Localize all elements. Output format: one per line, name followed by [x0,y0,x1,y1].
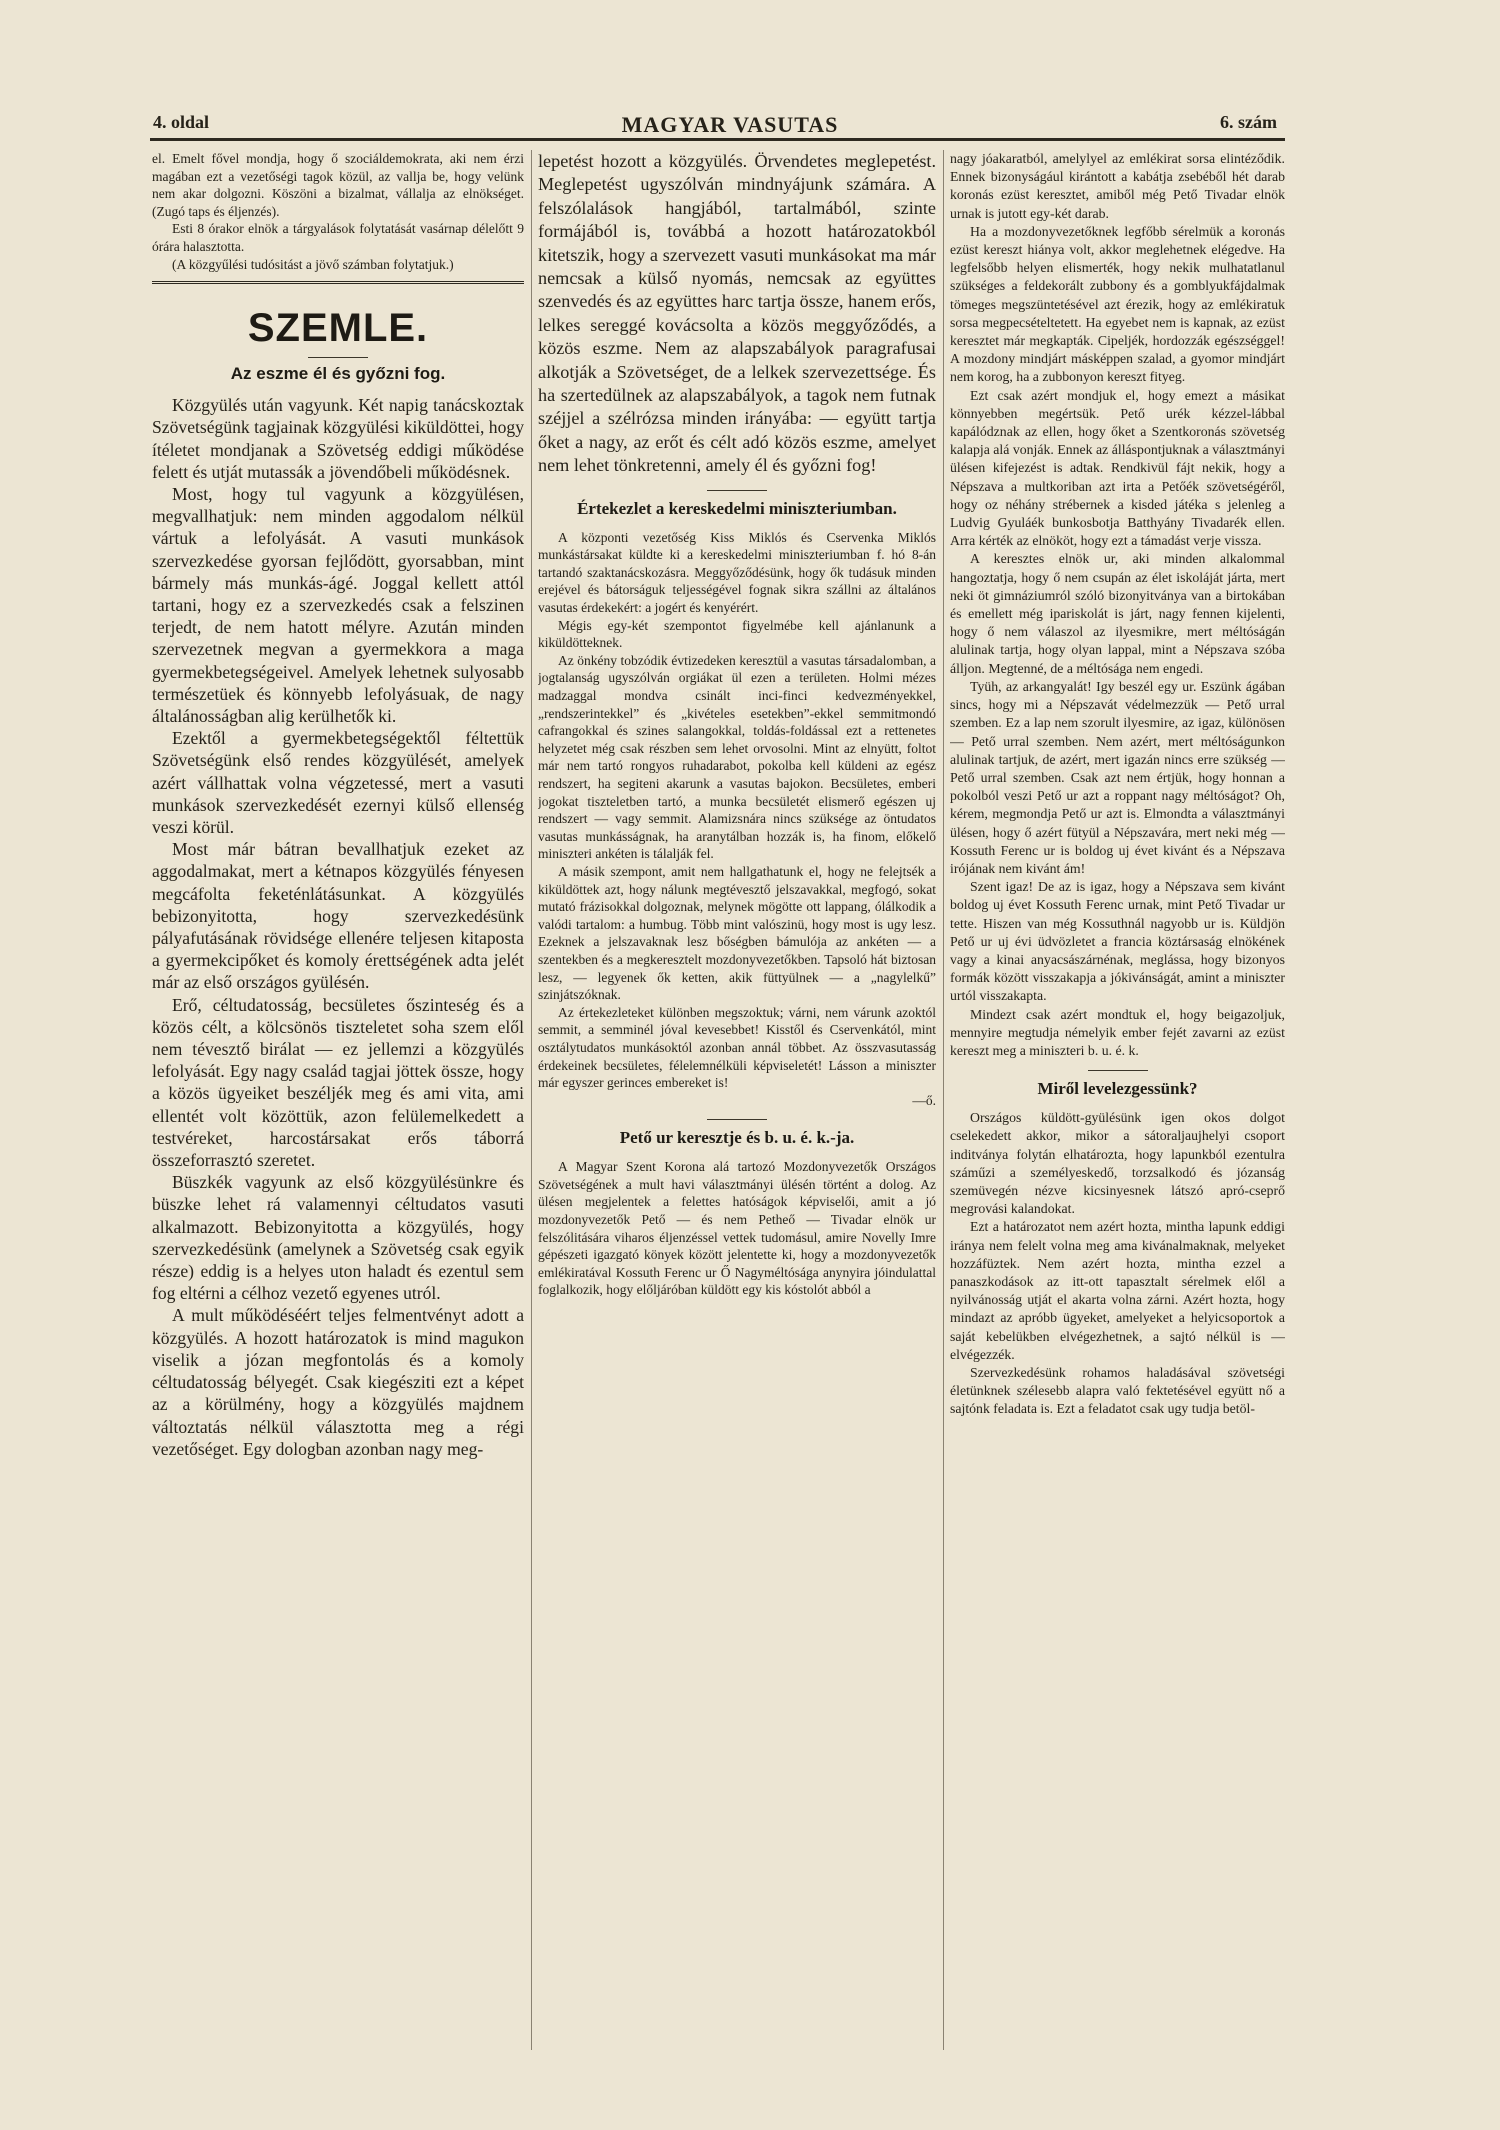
article-body [538,1158,936,1299]
paragraph: A Magyar Szent Korona alá tartozó Mozdonyvezetők Országos Szövetségének a mult havi választmányi ülésén történt a dolog. Az ülésen megjelentek a felettes hatóságok képviselői, amit a jó mozdonyvezetők Pető — és nem Petheő — Tivadar elnök ur felszólitására viharos éljenzéssel vettek tudomásul, amire Novelly Imre gépészeti igazgató könyek között jelentette ki, hogy a mozdonyvezetők emlékiratával Kossuth Ferenc ur Ő Nagyméltósága anynyira jóindulattal foglalkozik, hogy előljáróban küldött egy kis kóstolót abból a [538,1159,936,1298]
header-rule [150,138,1285,141]
article-title: Miről levelezgessünk? [1037,1079,1198,1099]
issue-number: 6. szám [1220,112,1277,132]
author-signature: —ő. [912,1092,936,1108]
paragraph: Az értekezleteket különben megszoktuk; várni, nem várunk azoktól semmit, a semminél jóval kevesebbet! Kisstől és Cservenkától, mint osztálytudatos munkásoktól azonban annál többet. Az összvasutasság érdekeinek becsületes, félelemnélküli képviseletét! Lásson a miniszter már egyszer gerinces embereket is! [538,1004,936,1091]
paragraph: (A közgyűlési tudósitást a jövő számban folytatjuk.) [172,256,454,272]
paragraph: Erő, céltudatosság, becsületes őszinteség és a közös célt, a kölcsönös tiszteletet soha szem elől nem tévesztő birálat — ez jellemzi a közgyülés lefolyását. Egy nagy család tagjai jöttek össze, hogy a közös ügyeiket beszéljék meg és ami vita, ami ellentét volt közöttük, azon felülemelkedett a testvéreket, harcostársakat erős táborrá összeforrasztó szeretet. [152,994,524,1171]
short-rule [707,490,767,491]
paragraph: Közgyülés után vagyunk. Két napig tanácskoztak Szövetségünk tagjainak közgyülési kiküldöttei, hogy ítéletet mondjanak a Szövetség eddigi működése felett és utját mutassák a jövendőbeli működésnek. [152,395,524,482]
paragraph: Most már bátran bevallhatjuk ezeket az aggodalmakat, mert a kétnapos közgyülés fényesen megcáfolta feketénlátásunkat. A közgyülés bebizonyitotta, hogy szervezkedésünk pályafutásának rövidsége ellenére teljesen kitaposta a gyermekcipőket és komoly érettségének adta jelét már az első országos gyülésén. [152,839,524,993]
paragraph: Mégis egy-két szempontot figyelmébe kell ajánlanunk a kiküldötteknek. [538,617,936,651]
paragraph: Mindezt csak azért mondtuk el, hogy beigazoljuk, mennyire megtudja némelyik ember fejét zavarni az ezüst kereszt meg a miniszteri b. u. é. k. [950,1006,1285,1058]
column-divider [531,150,532,2050]
paragraph: Most, hogy tul vagyunk a közgyülésen, megvallhatjuk: nem minden aggodalom nélkül vártuk a lefolyását. A vasuti munkások szervezkedése gyorsan fejlődött, gyorsabban, mint bármely más munkás-ágé. Joggal kellett attól tartani, hogy ez a szervezkedés csak a felszinen terjedt, de nem hatott mélyre. Azután minden szervezetnek megvan a gyermekkora a maga gyermekbetegségeivel. Amelyek lehetnek sulyosabb természetüek és könnyebb lefolyásuak, de nagy általánosságban alig kerülhetők ki. [152,483,524,726]
short-rule [707,1119,767,1120]
paragraph: Büszkék vagyunk az első közgyülésünkre és büszke lehet rá valamennyi céltudatos vasuti alkalmazott. Bebizonyitotta a közgyülés, hogy szervezkedésünk (amelynek a Szövetség csak egyik része) eddig is a helyes uton haladt és ezentul sem fog eltérni a célhoz vezető egyenes utról. [152,1172,524,1304]
column-1 [152,150,524,2100]
paragraph: Szervezkedésünk rohamos haladásával szövetségi életünknek szélesebb alapra való fektetésével együtt nő a sajtónk feladata is. Ezt a feladatot csak ugy tudja betöl- [950,1365,1285,1417]
paragraph: Ha a mozdonyvezetőknek legfőbb sérelmük a koronás ezüst kereszt hiánya volt, akkor meglehetnek elégedve. Ha legfelsőbb helyen elismerték, hogy nekik mulhatatlanul szükséges a feldekorált zubbony és a gomblyukfájdalmak tömeges megszüntetésével azt érezik, hogy az emlékiratuk sorsa megpecsételtetett. Ha egyebet nem is kapnak, az ezüst keresztet már megkapták. Cipeljék, hordozzák egészséggel! A mozdony mindjárt másképpen szalad, a gyomor mindjárt nem korog, ha a zubbonyon kereszt fityeg. [950,223,1285,385]
short-rule [1088,1070,1148,1071]
column-3 [950,150,1285,2100]
column-divider [943,150,944,2050]
paragraph: A mult működéséért teljes felmentvényt adott a közgyülés. A hozott határozatok is mind magukon viselik a józan megfontolás és a komoly céltudatosság bélyegét. Csak kiegésziti ezt a képet az a körülmény, hogy a közgyülés majdnem változtatás nélkül választotta meg a régi vezetőséget. Egy dologban azonban nagy meg- [152,1305,524,1459]
article-body [152,394,524,1460]
paragraph: nagy jóakaratból, amelylyel az emlékirat sorsa elintéződik. Ennek bizonyságául kirántott a kabátja zsebéből hét darab koronás ezüst keresztet, amiből még Pető Tivadar elnök urnak is jutott egy-két darab. [950,151,1285,221]
masthead-title: MAGYAR VASUTAS [621,112,839,137]
section-title: SZEMLE. [247,306,429,351]
paragraph: A másik szempont, amit nem hallgathatunk el, hogy ne felejtsék a kiküldöttek azt, hogy nálunk megtévesztő jelszavakkal, megfogó, sokat mutató frázisokkal dolgoznak, melynek mögötte ott lappang, ólálkodik a valódi tartalom: a humbug. Több mint valószinü, hogy most is ugy lesz. Ezeknek a jelszavaknak lesz bőségben bámulója az ankéten — a szentekben és a megkeresztelt mozdonyvezetőkben. Tapsoló hát biztosan lesz, — legyenek ők ketten, akik füttyülnek — a „nagylelkű” szinjátszóknak. [538,863,936,1003]
article-continuation [538,150,936,478]
article-title: Értekezlet a kereskedelmi miniszteriumban. [577,498,897,518]
article-continuation [950,150,1285,1060]
paragraph: lepetést hozott a közgyülés. Örvendetes meglepetést. Meglepetést ugyszólván mindnyájunk számára. A felszólalások hangjából, tartalmából, szinte formájából is, továbbá a hozott határozatokból kitetszik, hogy a szervezett vasuti munkásokat ma már nemcsak a külső nyomás, nemcsak az együttes szenvedés és az együttes harc tartja össze, hanem erős, lelkes sereggé kovácsolta a közös meggyőződés, a közös eszme. Nem az alapszabályok paragrafusai alkotják a Szövetséget, de a lelkek szervezettsége. És ha szertedülnek az alapszabályok, a tagok nem futnak széjjel a szélrózsa minden irányába: — együtt tartja őket a nagy, az erőt és célt adó közös eszme, amelyet nem lehet tönkretenni, amely él és győzni fog! [538,151,936,476]
paragraph: Az önkény tobzódik évtizedeken keresztül a vasutas társadalomban, a jogtalanság ugyszólván orgiákat ül ezen a területen. Holmi mézes madzaggal mondva csinált inci-finci kedvezményekkel, „rendszerintekkel” és „kivételes esetekben”-ekkel semmitmondó cafrangokkal és szines salangokkal, toldás-foldással ezt a rettenetes helyzetet még csak részben sem lehet orvosolni. Mint az elnyütt, foltot már nem tartó rongyos ruhadarabot, pokolba kell küldeni az egész rendszert, ha segiteni akarunk a vasutas bajokon. Becsületes, emberi jogokat tiszteletben tartó, a munka becsületét elismerő egészen uj rendszert — vagy semmit. Alamizsnára nincs szüksége az öntudatos vasutas munkásságnak, ha aranytálban hozzák is, ha finom, előkelő miniszteri ankéten is tálalják fel. [538,652,936,862]
article-body [950,1109,1285,1418]
paragraph: Ezt csak azért mondjuk el, hogy emezt a másikat könnyebben megértsük. Pető urék kézzel-lábbal kapálódznak az ellen, hogy őket a Szentkoronás szövetség kalapja alá vonják. Ennek az álláspontjuknak a választmányi ülésen kifejezést is adtak. Rendkivül fájt nekik, hogy a Népszava a multkoriban azt irta a Petőék szövetségéről, hogy oz néhány strébernek a kisded játéka s jelenleg a Ludvig Gyuláék bunkosbotja Batthyány Tivadarék ellen. Arra kérték az elnököt, hogy ezt a támadást verje vissza. [950,387,1285,549]
article-title: Az eszme él és győzni fog. [230,364,446,384]
page-number: 4. oldal [153,112,210,132]
article-title: Pető ur keresztje és b. u. é. k.-ja. [619,1128,855,1148]
paragraph: Ezt a határozatot nem azért hozta, mintha lapunk eddigi iránya nem felelt volna meg ama kivánalmaknak, melyeket hozzáfüztek. Nem azért hozta, mintha ezzel a panaszkodások az itt-ott tapasztalt sérelmek elől a nyilvánosság utját el akarta volna zárni. Azért hozta, hogy mindazt az apróbb ügyeket, amelyeket a helyicsoportok a saját kebelükben elvégezhetnek, a sajtó nélkül is — elvégezzék. [950,1219,1285,1362]
paragraph: A központi vezetőség Kiss Miklós és Cservenka Miklós munkástársakat küldte ki a kereskedelmi miniszteriumban f. hó 8-án tartandó szaktanácskozásra. Meggyőződésünk, hogy ők tudásuk minden erejével és bátorságuk teljességével fognak sikra szállni az általános vasutas érdekekért: a jogért és kenyérért. [538,529,936,616]
paragraph: Esti 8 órakor elnök a tárgyalások folytatását vasárnap délelőtt 9 órára halasztotta. [152,221,524,254]
paragraph: el. Emelt fővel mondja, hogy ő szociáldemokrata, aki nem érzi magában ezt a vezetőségi tagok közül, az vallja be, hogy velünk nem akar dolgozni. Köszöni a bizalmat, vállalja az elnökséget. (Zugó taps és éljenzés). [152,151,524,219]
paragraph: Ezektől a gyermekbetegségektől féltettük Szövetségünk első rendes közgyülését, amelyek azért vállhattak volna végzetessé, mert a vasuti munkások szervezkedését ezernyi külső ellenség veszi körül. [152,728,524,838]
column-2 [538,150,936,2100]
paragraph: Szent igaz! De az is igaz, hogy a Népszava sem kivánt boldog uj évet Kossuth Ferenc urnak, mint Pető Tivadar ur tette. Hiszen van még Kossuthnál nagyobb ur is. Küldjön Pető ur uj évi üdvözletet a francia köztársaság elnökének vagy a kinai anyacsászárnénak, meglássa, hogy bizonyos formák között visszakapja a jókivánságát, amint a miniszter urtól visszakapta. [950,879,1285,1004]
paragraph: Országos küldött-gyülésünk igen okos dolgot cselekedett akkor, mikor a sátoraljaujhelyi csoport inditványa folytán elhatározta, hogy lapunkból ezentulra száműzi a személyeskedő, torzsalkodó és józanság szemüvegén nézve kicsinyesnek látszó apró-cseprő megrovási kalandokat. [950,1110,1285,1217]
page-header [150,112,1285,138]
meeting-report-end [152,150,524,273]
section-divider [152,281,524,284]
paragraph: Tyüh, az arkangyalát! Igy beszél egy ur. Eszünk ágában sincs, hogy mi a Népszavát védelmezzük — Pető urral szemben. Ez a lap nem szorult ilyesmire, az igaz, különösen — Pető urral szemben. Nem azért, mert méltóságunkon alulinak tartjuk, de azért, mert igazán nincs erre szükség — Pető urral szemben. Csak azt nem értjük, hogy honnan a pokolból veszi Pető ur azt a roppant nagy méltóságot? Oh, kérem, megmondja Pető ur azt is. Elmondta a választmányi ülésen, hogy ő azért fütyül a Népszavára, mert neki még — Kossuth Ferenc ur is boldog uj évet kivánt és a Népszava irójának nem kivánt ám! [950,678,1285,876]
short-rule [308,357,368,358]
article-body [538,529,936,1110]
paragraph: A keresztes elnök ur, aki minden alkalommal hangoztatja, hogy ő nem csupán az élet iskoláját járta, mert neki öt gimnáziumról szóló bizonyitványa van a birtokában és emellett még ipariskolát is járt, nagy fennen kijelenti, hogy ő nem válaszol az ilyesmikre, mert méltóságán alulinak tartja, hogy olyan lappal, mint a Népszava szóba álljon. Megtenné, de a méltósága nem engedi. [950,551,1285,676]
